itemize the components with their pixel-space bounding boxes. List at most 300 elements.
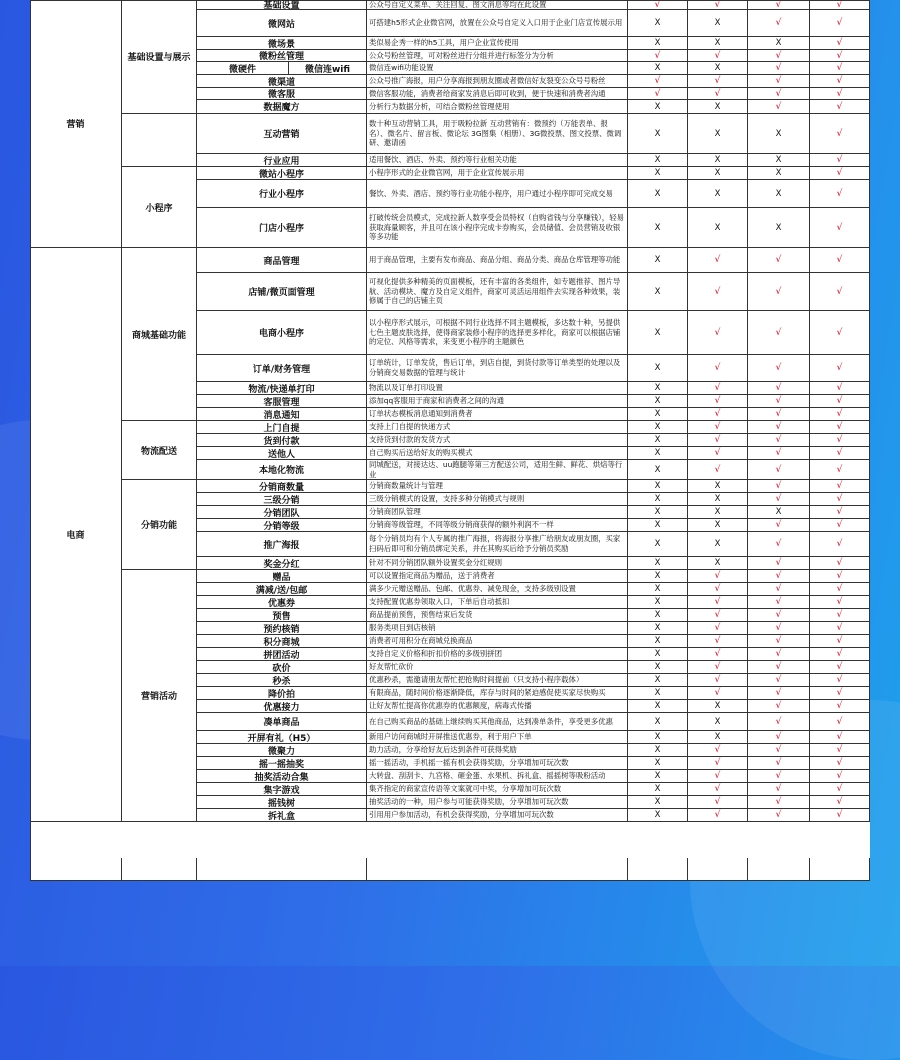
cross-icon: X <box>628 783 688 796</box>
cross-icon: X <box>628 311 688 355</box>
cross-icon: X <box>748 506 810 519</box>
check-icon: √ <box>810 596 870 609</box>
cross-icon: X <box>628 180 688 208</box>
check-icon: √ <box>748 583 810 596</box>
check-icon: √ <box>748 687 810 700</box>
cross-icon: X <box>628 596 688 609</box>
feature-name: 奖金分红 <box>197 557 367 570</box>
check-icon: √ <box>688 355 748 382</box>
feature-description: 支持配置优惠券领取入口，下单后自动抵扣 <box>367 596 628 609</box>
check-icon: √ <box>748 75 810 88</box>
cross-icon: X <box>688 100 748 114</box>
feature-description: 摇一摇活动，手机摇一摇有机会获得奖励，分享增加可玩次数 <box>367 757 628 770</box>
cross-icon: X <box>628 731 688 744</box>
cross-icon: X <box>628 809 688 822</box>
check-icon: √ <box>748 796 810 809</box>
check-icon: √ <box>748 674 810 687</box>
feature-name: 商品管理 <box>197 248 367 273</box>
check-icon: √ <box>748 648 810 661</box>
feature-name: 预售 <box>197 609 367 622</box>
feature-name: 上门自提 <box>197 421 367 434</box>
check-icon: √ <box>810 167 870 180</box>
check-icon: √ <box>688 311 748 355</box>
check-icon: √ <box>810 796 870 809</box>
category-label: 物流配送 <box>122 421 197 480</box>
feature-description: 优惠秒杀，需邀请朋友帮忙把抢购时间提前（只支持小程序载体） <box>367 674 628 687</box>
cross-icon: X <box>688 480 748 493</box>
check-icon: √ <box>748 0 810 10</box>
cross-icon: X <box>628 62 688 75</box>
feature-description: 服务类项目到店核销 <box>367 622 628 635</box>
category-label: 小程序 <box>122 167 197 248</box>
feature-description: 每个分销员均有个人专属的推广海报，将海报分享推广给朋友或朋友圈，买家扫码后即可和分销员绑定关系，并在其购买后给予分销员奖励 <box>367 532 628 557</box>
cross-icon: X <box>628 757 688 770</box>
check-icon: √ <box>688 687 748 700</box>
cross-icon: X <box>628 700 688 713</box>
feature-name: 预约核销 <box>197 622 367 635</box>
feature-description: 支持自定义价格和折扣价格的多级别拼团 <box>367 648 628 661</box>
cross-icon: X <box>688 731 748 744</box>
check-icon: √ <box>810 10 870 37</box>
feature-comparison-table <box>30 0 870 881</box>
check-icon: √ <box>688 757 748 770</box>
category-label: 基础设置与展示 <box>122 0 197 114</box>
cross-icon: X <box>628 447 688 460</box>
feature-description: 餐饮、外卖、酒店、预约等行业功能小程序，用户通过小程序即可完成交易 <box>367 180 628 208</box>
cross-icon: X <box>628 519 688 532</box>
cross-icon: X <box>688 114 748 154</box>
check-icon: √ <box>748 809 810 822</box>
feature-description: 有限商品，随时间价格逐渐降低，库存与时间的紧迫感促使买家尽快购买 <box>367 687 628 700</box>
empty-cell <box>688 858 748 881</box>
feature-subname: 微信连wifi <box>289 62 367 75</box>
feature-name: 微硬件 <box>197 62 289 75</box>
feature-name: 集字游戏 <box>197 783 367 796</box>
feature-description: 物流以及订单打印设置 <box>367 382 628 395</box>
cross-icon: X <box>628 687 688 700</box>
cross-icon: X <box>688 557 748 570</box>
cross-icon: X <box>628 770 688 783</box>
check-icon: √ <box>810 635 870 648</box>
feature-description: 微信连wifi功能设置 <box>367 62 628 75</box>
check-icon: √ <box>688 248 748 273</box>
check-icon: √ <box>810 248 870 273</box>
feature-name: 门店小程序 <box>197 208 367 248</box>
feature-description: 微信客服功能，消费者给商家发消息后即可收到，便于快速和消费者沟通 <box>367 88 628 100</box>
cross-icon: X <box>748 180 810 208</box>
check-icon: √ <box>688 635 748 648</box>
feature-description: 消费者可用积分在商城兑换商品 <box>367 635 628 648</box>
check-icon: √ <box>748 557 810 570</box>
feature-description: 抽奖活动的一种，用户参与可能获得奖励，分享增加可玩次数 <box>367 796 628 809</box>
feature-description: 分销商等级管理，不同等级分销商获得的额外利润不一样 <box>367 519 628 532</box>
empty-cell <box>197 858 367 881</box>
check-icon: √ <box>748 622 810 635</box>
check-icon: √ <box>810 311 870 355</box>
check-icon: √ <box>748 50 810 62</box>
check-icon: √ <box>748 596 810 609</box>
feature-name: 微场景 <box>197 37 367 50</box>
check-icon: √ <box>748 408 810 421</box>
check-icon: √ <box>688 770 748 783</box>
section-label: 营销 <box>30 0 122 248</box>
cross-icon: X <box>628 648 688 661</box>
check-icon: √ <box>688 421 748 434</box>
category-label: 分销功能 <box>122 480 197 570</box>
check-icon: √ <box>688 648 748 661</box>
check-icon: √ <box>688 434 748 447</box>
cross-icon: X <box>628 355 688 382</box>
check-icon: √ <box>810 570 870 583</box>
check-icon: √ <box>810 480 870 493</box>
check-icon: √ <box>748 382 810 395</box>
check-icon: √ <box>810 783 870 796</box>
check-icon: √ <box>748 460 810 480</box>
cross-icon: X <box>628 609 688 622</box>
check-icon: √ <box>628 88 688 100</box>
feature-name: 货到付款 <box>197 434 367 447</box>
check-icon: √ <box>748 395 810 408</box>
feature-name: 分销等级 <box>197 519 367 532</box>
check-icon: √ <box>810 687 870 700</box>
feature-description: 商品提前预售，预售结束后发货 <box>367 609 628 622</box>
feature-description: 新用户访问商城时开屏推送优惠券，利于用户下单 <box>367 731 628 744</box>
check-icon: √ <box>748 447 810 460</box>
check-icon: √ <box>688 744 748 757</box>
feature-name: 推广海报 <box>197 532 367 557</box>
feature-description: 可搭建h5形式企业微官网，放置在公众号自定义入口用于企业门店宣传展示用 <box>367 10 628 37</box>
feature-description: 订单状态模板消息通知到消费者 <box>367 408 628 421</box>
cross-icon: X <box>628 100 688 114</box>
cross-icon: X <box>628 408 688 421</box>
feature-name: 满减/送/包邮 <box>197 583 367 596</box>
feature-name: 降价拍 <box>197 687 367 700</box>
check-icon: √ <box>748 62 810 75</box>
check-icon: √ <box>810 100 870 114</box>
feature-name: 互动营销 <box>197 114 367 154</box>
feature-description: 数十种互动营销工具，用于吸粉拉新 互动营销有：微预约（万能表单、报名）、微名片、留言板、微论坛 3G图集（相册）、3G微投票、图文投票、微调研、邀请函 <box>367 114 628 154</box>
cross-icon: X <box>628 661 688 674</box>
check-icon: √ <box>748 10 810 37</box>
cross-icon: X <box>628 208 688 248</box>
cross-icon: X <box>628 622 688 635</box>
feature-name: 微粉丝管理 <box>197 50 367 62</box>
feature-name: 电商小程序 <box>197 311 367 355</box>
cross-icon: X <box>688 519 748 532</box>
check-icon: √ <box>748 493 810 506</box>
cross-icon: X <box>628 382 688 395</box>
cross-icon: X <box>628 395 688 408</box>
check-icon: √ <box>810 622 870 635</box>
feature-name: 凑单商品 <box>197 713 367 731</box>
check-icon: √ <box>810 609 870 622</box>
cross-icon: X <box>628 154 688 167</box>
check-icon: √ <box>810 434 870 447</box>
check-icon: √ <box>748 532 810 557</box>
feature-description: 集齐指定的商家宣传语等文案就可中奖，分享增加可玩次数 <box>367 783 628 796</box>
feature-name: 基础设置 <box>197 0 367 10</box>
check-icon: √ <box>748 770 810 783</box>
cross-icon: X <box>628 532 688 557</box>
check-icon: √ <box>810 532 870 557</box>
feature-description: 好友帮忙砍价 <box>367 661 628 674</box>
feature-name: 店铺/微页面管理 <box>197 273 367 311</box>
check-icon: √ <box>810 37 870 50</box>
feature-name: 物流/快递单打印 <box>197 382 367 395</box>
feature-description: 支持上门自提的快递方式 <box>367 421 628 434</box>
check-icon: √ <box>748 635 810 648</box>
feature-description: 适用餐饮、酒店、外卖、预约等行业相关功能 <box>367 154 628 167</box>
check-icon: √ <box>810 62 870 75</box>
cross-icon: X <box>628 37 688 50</box>
check-icon: √ <box>810 460 870 480</box>
feature-description: 大转盘、刮刮卡、九宫格、砸金蛋、水果机、拆礼盒、摇摇树等吸粉活动 <box>367 770 628 783</box>
category-label: 商城基础功能 <box>122 248 197 421</box>
check-icon: √ <box>810 519 870 532</box>
check-icon: √ <box>810 208 870 248</box>
check-icon: √ <box>810 180 870 208</box>
check-icon: √ <box>748 100 810 114</box>
feature-name: 分销商数量 <box>197 480 367 493</box>
cross-icon: X <box>628 583 688 596</box>
check-icon: √ <box>748 700 810 713</box>
check-icon: √ <box>810 648 870 661</box>
cross-icon: X <box>688 700 748 713</box>
check-icon: √ <box>748 609 810 622</box>
cross-icon: X <box>748 154 810 167</box>
check-icon: √ <box>688 583 748 596</box>
feature-description: 引用用户参加活动，有机会获得奖励，分享增加可玩次数 <box>367 809 628 822</box>
feature-name: 微网站 <box>197 10 367 37</box>
feature-name: 摇钱树 <box>197 796 367 809</box>
check-icon: √ <box>810 731 870 744</box>
check-icon: √ <box>748 661 810 674</box>
check-icon: √ <box>810 50 870 62</box>
check-icon: √ <box>688 609 748 622</box>
feature-name: 行业小程序 <box>197 180 367 208</box>
check-icon: √ <box>688 273 748 311</box>
feature-description: 助力活动，分享给好友后达到条件可获得奖励 <box>367 744 628 757</box>
feature-description: 满多少元赠送赠品、包邮、优惠券、减免现金，支持多级别设置 <box>367 583 628 596</box>
feature-name: 抽奖活动合集 <box>197 770 367 783</box>
check-icon: √ <box>688 88 748 100</box>
table-grid <box>30 0 870 881</box>
cross-icon: X <box>748 37 810 50</box>
cross-icon: X <box>688 506 748 519</box>
feature-description: 分销商团队管理 <box>367 506 628 519</box>
feature-description: 分析行为数据分析，可结合微粉丝管理使用 <box>367 100 628 114</box>
check-icon: √ <box>810 493 870 506</box>
feature-description: 用于商品管理，主要有发布商品、商品分组、商品分类、商品仓库管理等功能 <box>367 248 628 273</box>
feature-description: 同城配送，对接达达、uu跑腿等第三方配送公司，适用生鲜、鲜花、烘焙等行业 <box>367 460 628 480</box>
check-icon: √ <box>810 700 870 713</box>
feature-name: 数据魔方 <box>197 100 367 114</box>
check-icon: √ <box>810 447 870 460</box>
check-icon: √ <box>748 434 810 447</box>
feature-description: 公众号推广海报，用户分享海报到朋友圈或者微信好友裂变公众号号粉丝 <box>367 75 628 88</box>
check-icon: √ <box>810 744 870 757</box>
check-icon: √ <box>748 757 810 770</box>
check-icon: √ <box>810 114 870 154</box>
feature-description: 订单统计，订单发货，售后订单，到店自提，到货付款等订单类型的处理以及分销商交易数据的管理与统计 <box>367 355 628 382</box>
check-icon: √ <box>810 273 870 311</box>
check-icon: √ <box>810 395 870 408</box>
check-icon: √ <box>688 408 748 421</box>
feature-description: 自己购买后送给好友的购买模式 <box>367 447 628 460</box>
check-icon: √ <box>748 570 810 583</box>
feature-name: 三级分销 <box>197 493 367 506</box>
check-icon: √ <box>810 355 870 382</box>
check-icon: √ <box>810 661 870 674</box>
cross-icon: X <box>688 208 748 248</box>
feature-name: 摇一摇抽奖 <box>197 757 367 770</box>
feature-description: 在自己购买商品的基础上继续购买其他商品，达到凑单条件，享受更多优惠 <box>367 713 628 731</box>
cross-icon: X <box>748 114 810 154</box>
check-icon: √ <box>688 661 748 674</box>
cross-icon: X <box>628 713 688 731</box>
check-icon: √ <box>748 744 810 757</box>
empty-cell <box>628 858 688 881</box>
cross-icon: X <box>688 180 748 208</box>
check-icon: √ <box>748 731 810 744</box>
cross-icon: X <box>628 674 688 687</box>
feature-description: 分销商数量统计与管理 <box>367 480 628 493</box>
check-icon: √ <box>688 75 748 88</box>
feature-description: 可以设置指定商品为赠品，送于消费者 <box>367 570 628 583</box>
feature-name: 赠品 <box>197 570 367 583</box>
check-icon: √ <box>810 88 870 100</box>
section-label: 电商 <box>30 248 122 822</box>
check-icon: √ <box>688 570 748 583</box>
check-icon: √ <box>748 88 810 100</box>
check-icon: √ <box>688 674 748 687</box>
check-icon: √ <box>688 622 748 635</box>
cross-icon: X <box>688 37 748 50</box>
cross-icon: X <box>688 493 748 506</box>
feature-name: 秒杀 <box>197 674 367 687</box>
feature-name: 消息通知 <box>197 408 367 421</box>
cross-icon: X <box>628 570 688 583</box>
check-icon: √ <box>810 0 870 10</box>
check-icon: √ <box>810 674 870 687</box>
cross-icon: X <box>628 114 688 154</box>
cross-icon: X <box>688 713 748 731</box>
feature-description: 以小程序形式展示，可根据不同行业选择不同主题模板，多达数十种，另提供七色主题皮肤选择，使得商家装修小程序的选择更多样化，商家可以根据店铺的定位、风格等需求，来变更小程序的主题颜色 <box>367 311 628 355</box>
check-icon: √ <box>748 519 810 532</box>
feature-name: 拆礼盒 <box>197 809 367 822</box>
feature-name: 本地化物流 <box>197 460 367 480</box>
feature-name: 送他人 <box>197 447 367 460</box>
cross-icon: X <box>628 506 688 519</box>
feature-description: 可视化提供多种精美的页面模板，还有丰富的各类组件，如专题推荐、图片导航、活动模块、魔方及自定义组件，商家可灵活运用组件去实现各种效果，装修属于自己的店铺主页 <box>367 273 628 311</box>
check-icon: √ <box>810 408 870 421</box>
check-icon: √ <box>628 50 688 62</box>
empty-cell <box>122 858 197 881</box>
feature-name: 分销团队 <box>197 506 367 519</box>
feature-name: 订单/财务管理 <box>197 355 367 382</box>
check-icon: √ <box>688 460 748 480</box>
feature-name: 行业应用 <box>197 154 367 167</box>
check-icon: √ <box>748 713 810 731</box>
feature-name: 拼团活动 <box>197 648 367 661</box>
category-label: 营销活动 <box>122 570 197 822</box>
check-icon: √ <box>748 248 810 273</box>
check-icon: √ <box>810 557 870 570</box>
feature-name: 微站小程序 <box>197 167 367 180</box>
check-icon: √ <box>810 382 870 395</box>
check-icon: √ <box>688 596 748 609</box>
category-label <box>122 114 197 167</box>
check-icon: √ <box>688 395 748 408</box>
check-icon: √ <box>810 154 870 167</box>
cross-icon: X <box>628 421 688 434</box>
check-icon: √ <box>810 421 870 434</box>
feature-name: 砍价 <box>197 661 367 674</box>
feature-description: 让好友帮忙提高你优惠券的优惠额度，病毒式传播 <box>367 700 628 713</box>
cross-icon: X <box>748 208 810 248</box>
check-icon: √ <box>810 583 870 596</box>
cross-icon: X <box>628 493 688 506</box>
cross-icon: X <box>628 10 688 37</box>
check-icon: √ <box>628 75 688 88</box>
check-icon: √ <box>810 757 870 770</box>
cross-icon: X <box>628 480 688 493</box>
feature-description: 添加qq客服用于商家和消费者之间的沟通 <box>367 395 628 408</box>
cross-icon: X <box>628 557 688 570</box>
cross-icon: X <box>688 532 748 557</box>
check-icon: √ <box>810 809 870 822</box>
feature-name: 优惠接力 <box>197 700 367 713</box>
empty-cell <box>748 858 810 881</box>
feature-description: 三级分销模式的设置，支持多种分销模式与规则 <box>367 493 628 506</box>
feature-name: 开屏有礼（H5） <box>197 731 367 744</box>
feature-name: 微客服 <box>197 88 367 100</box>
cross-icon: X <box>628 635 688 648</box>
check-icon: √ <box>748 273 810 311</box>
feature-name: 优惠券 <box>197 596 367 609</box>
cross-icon: X <box>628 273 688 311</box>
feature-description: 支持货到付款的发货方式 <box>367 434 628 447</box>
check-icon: √ <box>688 382 748 395</box>
check-icon: √ <box>748 480 810 493</box>
cross-icon: X <box>628 460 688 480</box>
check-icon: √ <box>688 447 748 460</box>
feature-description: 公众号自定义菜单、关注回复、图文消息等均在此设置 <box>367 0 628 10</box>
check-icon: √ <box>688 809 748 822</box>
cross-icon: X <box>748 167 810 180</box>
cross-icon: X <box>628 248 688 273</box>
cross-icon: X <box>688 10 748 37</box>
cross-icon: X <box>628 744 688 757</box>
check-icon: √ <box>748 421 810 434</box>
feature-name: 积分商城 <box>197 635 367 648</box>
feature-name: 微渠道 <box>197 75 367 88</box>
feature-name: 客服管理 <box>197 395 367 408</box>
feature-description: 打破传统会员模式，完成拉新人数享受会员特权（自购省钱与分享赚钱），轻易获取海量顾客，并且可在该小程序完成卡券购买，会员储值、会员营销及收银等多功能 <box>367 208 628 248</box>
check-icon: √ <box>688 0 748 10</box>
check-icon: √ <box>748 311 810 355</box>
feature-description: 针对不同分销团队额外设置奖金分红规则 <box>367 557 628 570</box>
empty-cell <box>810 858 870 881</box>
feature-description: 公众号粉丝管理，可对粉丝进行分组并进行标签分为分析 <box>367 50 628 62</box>
check-icon: √ <box>688 50 748 62</box>
check-icon: √ <box>688 783 748 796</box>
check-icon: √ <box>748 783 810 796</box>
cross-icon: X <box>688 167 748 180</box>
check-icon: √ <box>748 355 810 382</box>
check-icon: √ <box>810 75 870 88</box>
feature-name: 微聚力 <box>197 744 367 757</box>
